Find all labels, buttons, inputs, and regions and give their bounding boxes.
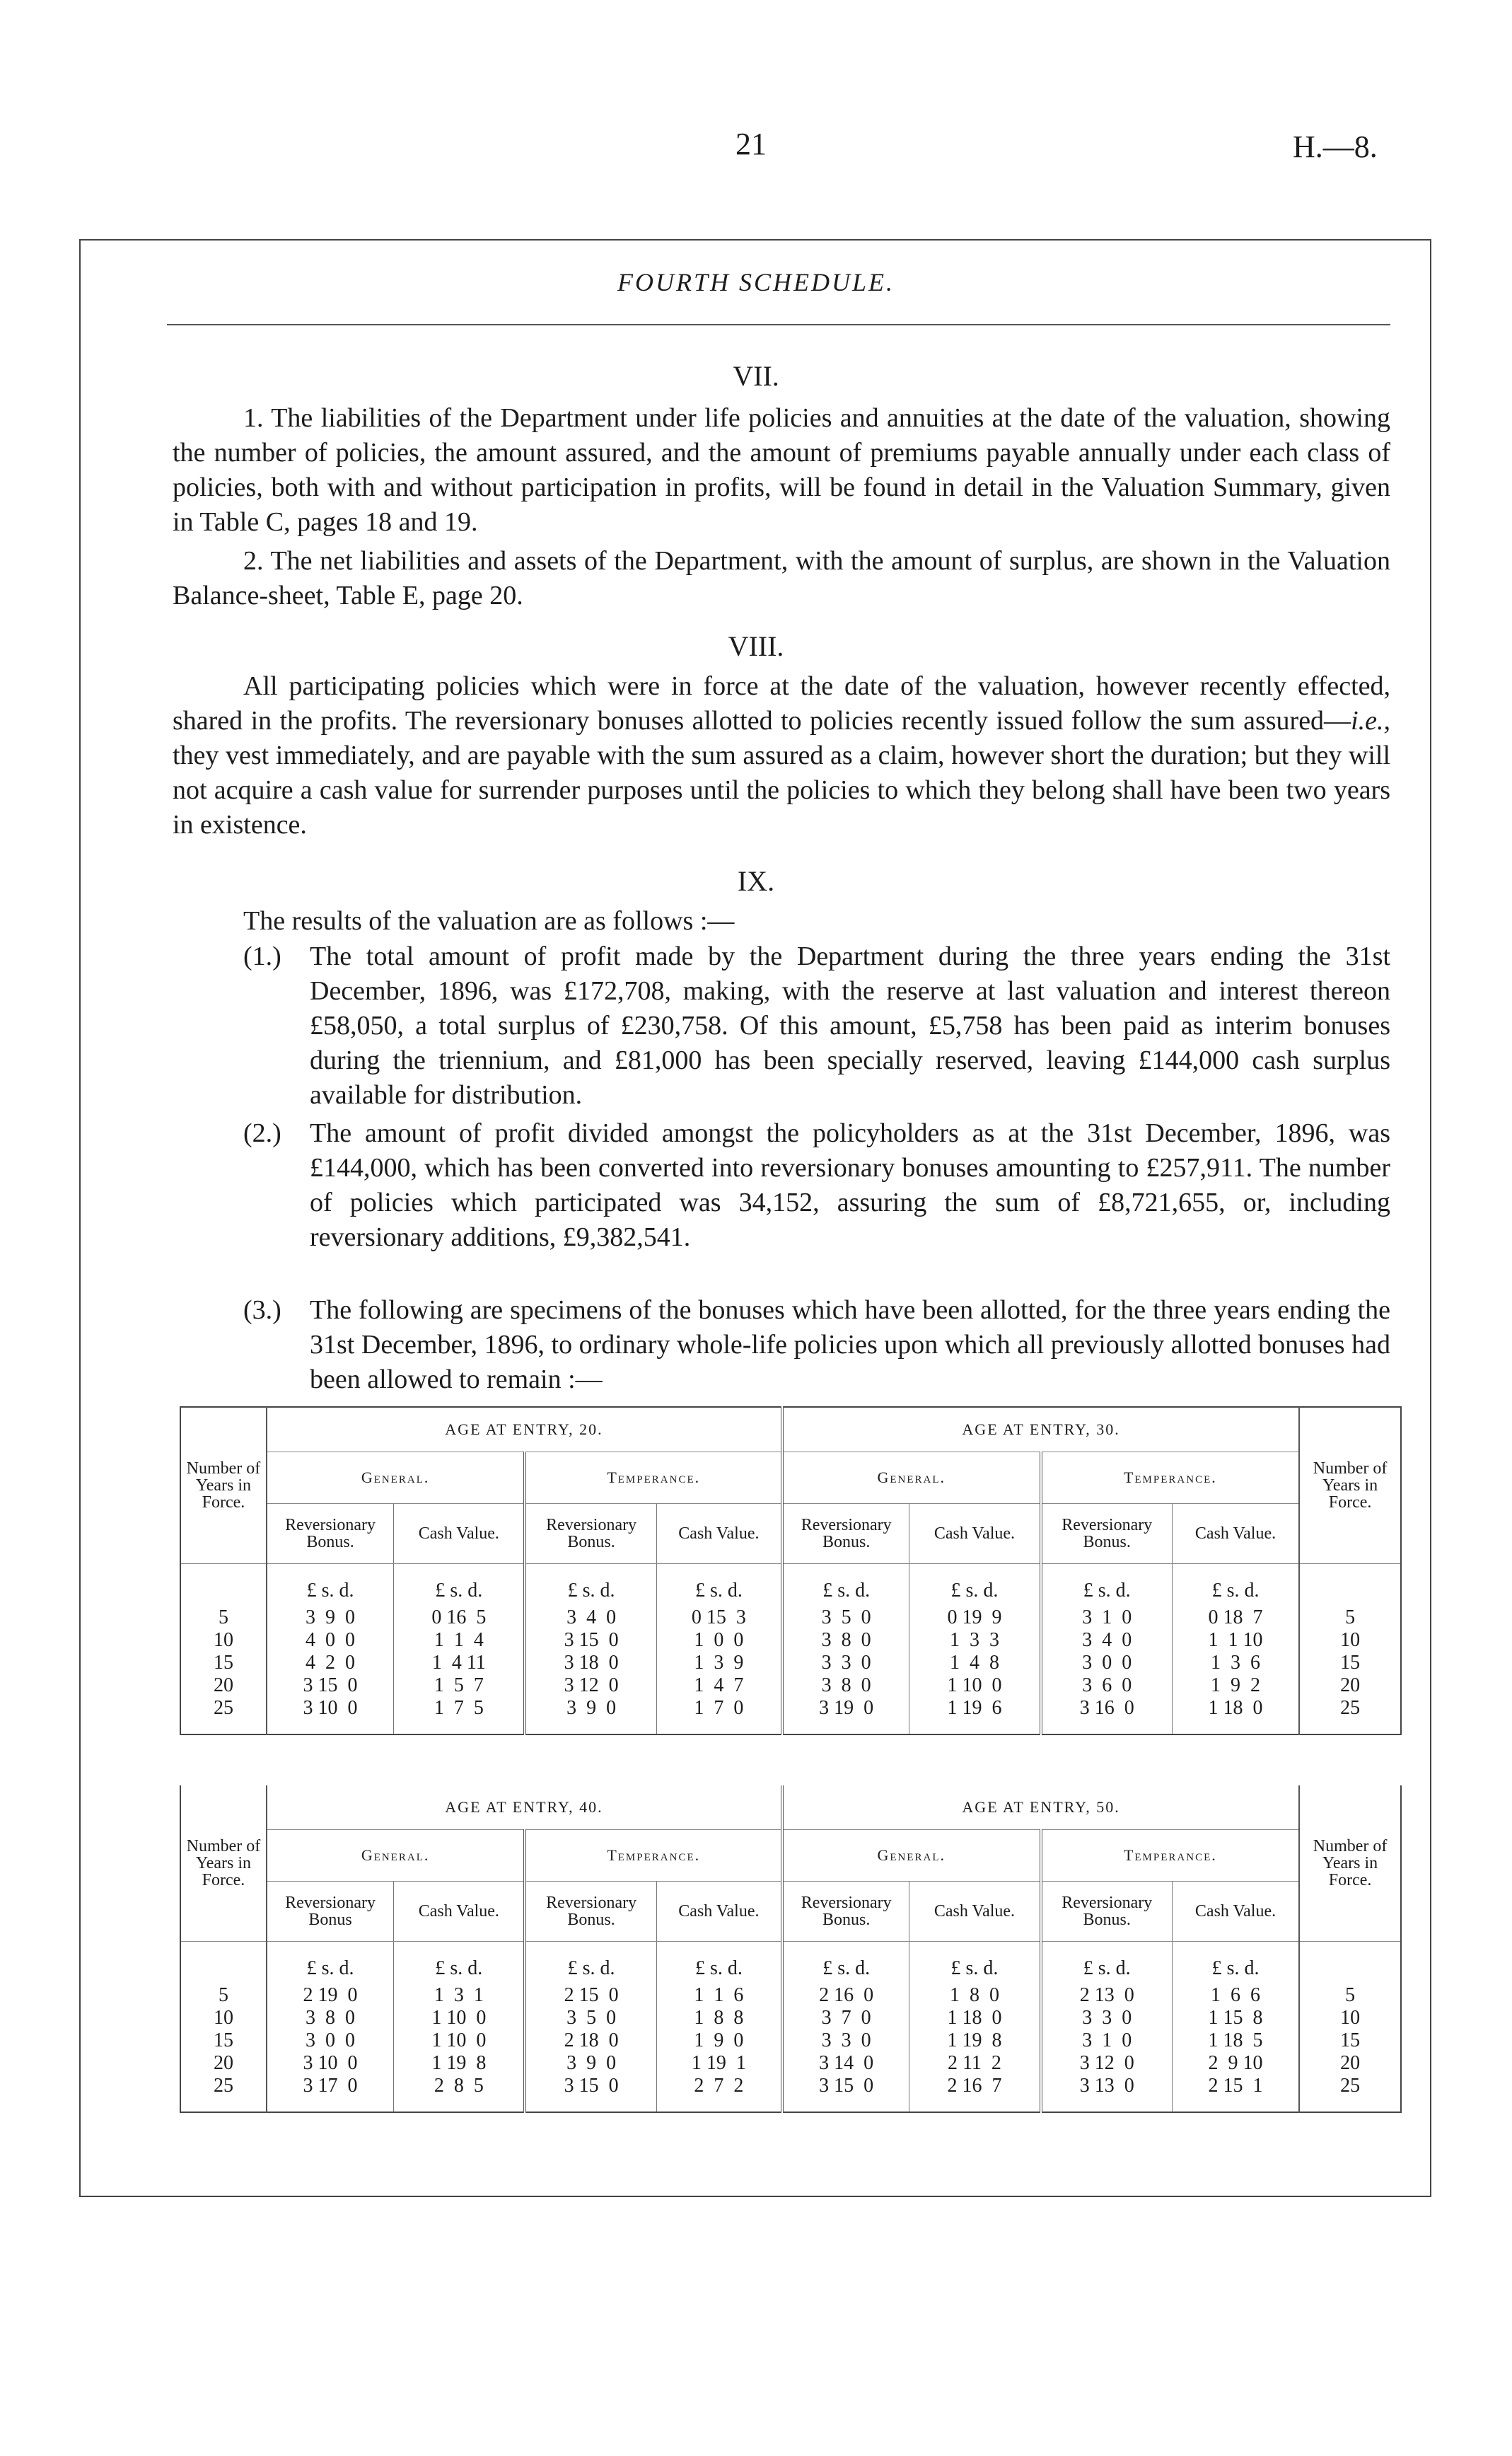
unit-label: £ s. d. xyxy=(909,1942,1041,1984)
table-cell: 1 3 9 xyxy=(656,1652,782,1674)
unit-label: £ s. d. xyxy=(1172,1942,1299,1984)
temperance-header: Temperance. xyxy=(1041,1830,1300,1882)
table-cell: 1 9 0 xyxy=(656,2029,782,2052)
reversionary-bonus-header: Reversionary Bonus. xyxy=(1041,1504,1173,1564)
table-cell: 3 13 0 xyxy=(1041,2075,1173,2112)
table-cell: 1 8 0 xyxy=(909,1984,1041,2007)
table-cell: 1 10 0 xyxy=(909,1674,1041,1697)
unit-label: £ s. d. xyxy=(1172,1564,1299,1606)
paragraph-viii-text-b: they vest immediately, and are payable with the sum assured as a claim, however short the duration; but they will not acquire a cash value for surrender purposes until the policies to which they belong shall have been two years in existence. xyxy=(173,741,1390,840)
table-cell: 1 6 6 xyxy=(1172,1984,1299,2007)
temperance-header: Temperance. xyxy=(525,1452,782,1504)
table-cell: 3 8 0 xyxy=(782,1674,909,1697)
table-cell: 1 18 0 xyxy=(909,2007,1041,2029)
table-cell: 2 13 0 xyxy=(1041,1984,1173,2007)
years-cell: 10 xyxy=(180,2007,267,2029)
table-cell: 3 16 0 xyxy=(1041,1697,1173,1734)
title-rule xyxy=(167,324,1390,325)
unit-label: £ s. d. xyxy=(525,1942,656,1984)
temperance-header: Temperance. xyxy=(525,1830,782,1882)
table-cell: 3 5 0 xyxy=(782,1606,909,1629)
reversionary-bonus-header: Reversionary Bonus xyxy=(267,1882,394,1942)
reversionary-bonus-header: Reversionary Bonus. xyxy=(1041,1882,1173,1942)
paragraph-vii-2: 2. The net liabilities and assets of the Department, with the amount of surplus, are shown in the Valuation Balance-sheet, Table E, page 20. xyxy=(173,546,1390,610)
reversionary-bonus-header: Reversionary Bonus. xyxy=(782,1504,909,1564)
table-cell: 0 15 3 xyxy=(656,1606,782,1629)
list-item-2-text: The amount of profit divided amongst the policyholders as at the 31st December, 1896, was £144,000, which has been converted into reversionary bonuses amounting to £257,911. The number of policies which participated was 34,152, assuring the sum of £8,721,655, or, including reversionary additions, £9,382,541. xyxy=(310,1118,1390,1252)
table-cell: 3 19 0 xyxy=(782,1697,909,1734)
general-header: General. xyxy=(782,1452,1041,1504)
cash-value-header: Cash Value. xyxy=(1172,1504,1299,1564)
list-item-3-text: The following are specimens of the bonuses which have been allotted, for the three years ending the 31st December, 1896, to ordinary whole-life policies upon which all previously allotted bonuses had been allowed to remain :— xyxy=(310,1295,1390,1394)
unit-label: £ s. d. xyxy=(267,1942,394,1984)
years-cell: 20 xyxy=(1340,1674,1361,1696)
table-cell: 2 15 1 xyxy=(1172,2075,1299,2112)
table-cell: 3 6 0 xyxy=(1041,1674,1173,1697)
cash-value-header: Cash Value. xyxy=(656,1882,782,1942)
years-cell: 10 xyxy=(1340,1628,1361,1651)
age-entry-20-header: AGE AT ENTRY, 20. xyxy=(267,1407,782,1452)
bonus-table-age-20-30 xyxy=(180,1406,1402,1735)
unit-label: £ s. d. xyxy=(1041,1942,1173,1984)
table-cell: 3 9 0 xyxy=(267,1606,394,1629)
table-cell: 2 18 0 xyxy=(525,2029,656,2052)
table-cell: 0 19 9 xyxy=(909,1606,1041,1629)
years-header-left: Number of Years in Force. xyxy=(180,1407,267,1564)
table-cell: 3 1 0 xyxy=(1041,2029,1173,2052)
unit-label: £ s. d. xyxy=(782,1564,909,1606)
table-cell: 3 4 0 xyxy=(1041,1629,1173,1652)
table-cell: 1 4 11 xyxy=(394,1652,525,1674)
table-cell: 2 7 2 xyxy=(656,2075,782,2112)
table-cell: 3 4 0 xyxy=(525,1606,656,1629)
years-cell: 5 xyxy=(180,1984,267,2007)
table-cell: 1 10 0 xyxy=(394,2007,525,2029)
reversionary-bonus-header: Reversionary Bonus. xyxy=(525,1504,656,1564)
cash-value-header: Cash Value. xyxy=(909,1882,1041,1942)
years-cell: 15 xyxy=(1340,2029,1361,2051)
table-cell: 1 18 5 xyxy=(1172,2029,1299,2052)
paragraph-viii-text-a: All participating policies which were in force at the date of the valuation, however recently effected, shared in the profits. The reversionary bonuses allotted to policies recently issued follow the sum assured— xyxy=(173,671,1390,736)
reversionary-bonus-header: Reversionary Bonus. xyxy=(525,1882,656,1942)
years-cell: 15 xyxy=(180,1652,267,1674)
paragraph-viii xyxy=(173,669,1390,842)
years-header-right: Number of Years in Force. xyxy=(1299,1407,1401,1564)
list-item-3 xyxy=(243,1293,1390,1399)
temperance-header: Temperance. xyxy=(1041,1452,1300,1504)
table-cell: 1 1 6 xyxy=(656,1984,782,2007)
unit-label: £ s. d. xyxy=(1041,1564,1173,1606)
years-cell: 25 xyxy=(180,2075,267,2112)
years-cell: 5 xyxy=(1345,1983,1356,2006)
table-cell: 1 3 6 xyxy=(1172,1652,1299,1674)
table-cell: 1 3 1 xyxy=(394,1984,525,2007)
years-cell: 10 xyxy=(1340,2006,1361,2029)
section-heading-ix: IX. xyxy=(737,865,775,897)
general-header: General. xyxy=(267,1830,525,1882)
list-item-3-label: (3.) xyxy=(243,1295,281,1325)
table-cell: 2 19 0 xyxy=(267,1984,394,2007)
cash-value-header: Cash Value. xyxy=(394,1504,525,1564)
age-entry-50-header: AGE AT ENTRY, 50. xyxy=(782,1785,1299,1830)
list-item-2-label: (2.) xyxy=(243,1118,281,1148)
list-item-2 xyxy=(243,1116,1390,1293)
table-cell: 1 4 8 xyxy=(909,1652,1041,1674)
table-cell: 1 7 0 xyxy=(656,1697,782,1734)
unit-label: £ s. d. xyxy=(656,1564,782,1606)
years-cell: 20 xyxy=(180,1674,267,1697)
table-cell: 3 5 0 xyxy=(525,2007,656,2029)
table-cell: 3 1 0 xyxy=(1041,1606,1173,1629)
unit-label: £ s. d. xyxy=(782,1942,909,1984)
table-cell: 1 9 2 xyxy=(1172,1674,1299,1697)
table-cell: 2 9 10 xyxy=(1172,2052,1299,2075)
age-entry-30-header: AGE AT ENTRY, 30. xyxy=(782,1407,1299,1452)
list-item-1-text: The total amount of profit made by the Department during the three years ending the 31st December, 1896, was £172,708, making, with the reserve at last valuation and interest thereon £58,050, a total surplus of £230,758. Of this amount, £5,758 has been paid as interim bonuses during the triennium, and £81,000 has been specially reserved, leaving £144,000 cash surplus available for distribution. xyxy=(310,942,1390,1110)
general-header: General. xyxy=(267,1452,525,1504)
schedule-title: FOURTH SCHEDULE. xyxy=(617,268,895,296)
table-cell: 1 19 8 xyxy=(909,2029,1041,2052)
years-cell: 25 xyxy=(180,1697,267,1734)
unit-label: £ s. d. xyxy=(909,1564,1041,1606)
paragraph-ix-intro: The results of the valuation are as follows :— xyxy=(243,906,735,936)
table-cell: 3 10 0 xyxy=(267,1697,394,1734)
years-cell: 20 xyxy=(180,2052,267,2075)
table-cell: 1 4 7 xyxy=(656,1674,782,1697)
section-heading-viii: VIII. xyxy=(728,630,784,662)
table-cell: 1 10 0 xyxy=(394,2029,525,2052)
paragraph-vii-1: 1. The liabilities of the Department under life policies and annuities at the date of the valuation, showing the number of policies, the amount assured, and the amount of premiums payable annually under each class of policies, both with and without participation in profits, will be found in detail in the Valuation Summary, given in Table C, pages 18 and 19. xyxy=(173,403,1390,537)
page-reference: H.—8. xyxy=(1293,129,1378,164)
list-item-1 xyxy=(243,939,1390,1116)
table-cell: 3 10 0 xyxy=(267,2052,394,2075)
table-cell: 2 15 0 xyxy=(525,1984,656,2007)
table-cell: 3 3 0 xyxy=(782,2029,909,2052)
table-cell: 2 8 5 xyxy=(394,2075,525,2112)
years-cell: 5 xyxy=(1345,1606,1356,1628)
table-cell: 3 14 0 xyxy=(782,2052,909,2075)
years-header-left: Number of Years in Force. xyxy=(180,1785,267,1942)
table-cell: 1 8 8 xyxy=(656,2007,782,2029)
unit-label: £ s. d. xyxy=(656,1942,782,1984)
years-cell: 20 xyxy=(1340,2051,1361,2074)
table-cell: 3 0 0 xyxy=(267,2029,394,2052)
table-cell: 3 9 0 xyxy=(525,1697,656,1734)
years-cell: 15 xyxy=(1340,1651,1361,1674)
table-cell: 4 2 0 xyxy=(267,1652,394,1674)
table-cell: 0 16 5 xyxy=(394,1606,525,1629)
table-cell: 1 3 3 xyxy=(909,1629,1041,1652)
table-cell: 3 17 0 xyxy=(267,2075,394,2112)
years-cell: 25 xyxy=(1340,2074,1361,2097)
table-cell: 0 18 7 xyxy=(1172,1606,1299,1629)
table-cell: 3 7 0 xyxy=(782,2007,909,2029)
table-cell: 2 11 2 xyxy=(909,2052,1041,2075)
table-cell: 3 12 0 xyxy=(525,1674,656,1697)
table-cell: 3 15 0 xyxy=(525,2075,656,2112)
age-entry-40-header: AGE AT ENTRY, 40. xyxy=(267,1785,782,1830)
table-cell: 3 15 0 xyxy=(267,1674,394,1697)
table-cell: 3 8 0 xyxy=(782,1629,909,1652)
table-cell: 1 19 1 xyxy=(656,2052,782,2075)
table-cell: 3 12 0 xyxy=(1041,2052,1173,2075)
table-cell: 3 0 0 xyxy=(1041,1652,1173,1674)
table-cell: 1 7 5 xyxy=(394,1697,525,1734)
reversionary-bonus-header: Reversionary Bonus. xyxy=(267,1504,394,1564)
table-cell: 1 15 8 xyxy=(1172,2007,1299,2029)
table-cell: 3 18 0 xyxy=(525,1652,656,1674)
cash-value-header: Cash Value. xyxy=(1172,1882,1299,1942)
unit-label: £ s. d. xyxy=(525,1564,656,1606)
table-cell: 4 0 0 xyxy=(267,1629,394,1652)
cash-value-header: Cash Value. xyxy=(909,1504,1041,1564)
paragraph-viii-ie: i.e., xyxy=(1351,706,1390,736)
table-cell: 1 19 6 xyxy=(909,1697,1041,1734)
table-cell: 3 8 0 xyxy=(267,2007,394,2029)
page-number: 21 xyxy=(735,127,767,161)
list-item-1-label: (1.) xyxy=(243,942,281,971)
table-cell: 3 3 0 xyxy=(782,1652,909,1674)
years-cell: 10 xyxy=(180,1629,267,1652)
table-cell: 1 19 8 xyxy=(394,2052,525,2075)
section-heading-vii: VII. xyxy=(733,360,779,392)
cash-value-header: Cash Value. xyxy=(656,1504,782,1564)
table-cell: 3 15 0 xyxy=(525,1629,656,1652)
years-cell: 25 xyxy=(1340,1696,1361,1719)
unit-label: £ s. d. xyxy=(267,1564,394,1606)
years-cell: 5 xyxy=(180,1606,267,1629)
table-cell: 2 16 0 xyxy=(782,1984,909,2007)
table-cell: 3 3 0 xyxy=(1041,2007,1173,2029)
years-cell: 15 xyxy=(180,2029,267,2052)
table-cell: 1 18 0 xyxy=(1172,1697,1299,1734)
table-cell: 1 1 4 xyxy=(394,1629,525,1652)
general-header: General. xyxy=(782,1830,1041,1882)
table-cell: 1 5 7 xyxy=(394,1674,525,1697)
reversionary-bonus-header: Reversionary Bonus. xyxy=(782,1882,909,1942)
unit-label: £ s. d. xyxy=(394,1942,525,1984)
bonus-table-age-40-50 xyxy=(180,1785,1402,2113)
table-cell: 3 9 0 xyxy=(525,2052,656,2075)
table-cell: 1 1 10 xyxy=(1172,1629,1299,1652)
cash-value-header: Cash Value. xyxy=(394,1882,525,1942)
table-cell: 3 15 0 xyxy=(782,2075,909,2112)
unit-label: £ s. d. xyxy=(394,1564,525,1606)
table-cell: 1 0 0 xyxy=(656,1629,782,1652)
table-cell: 2 16 7 xyxy=(909,2075,1041,2112)
years-header-right: Number of Years in Force. xyxy=(1299,1785,1401,1942)
